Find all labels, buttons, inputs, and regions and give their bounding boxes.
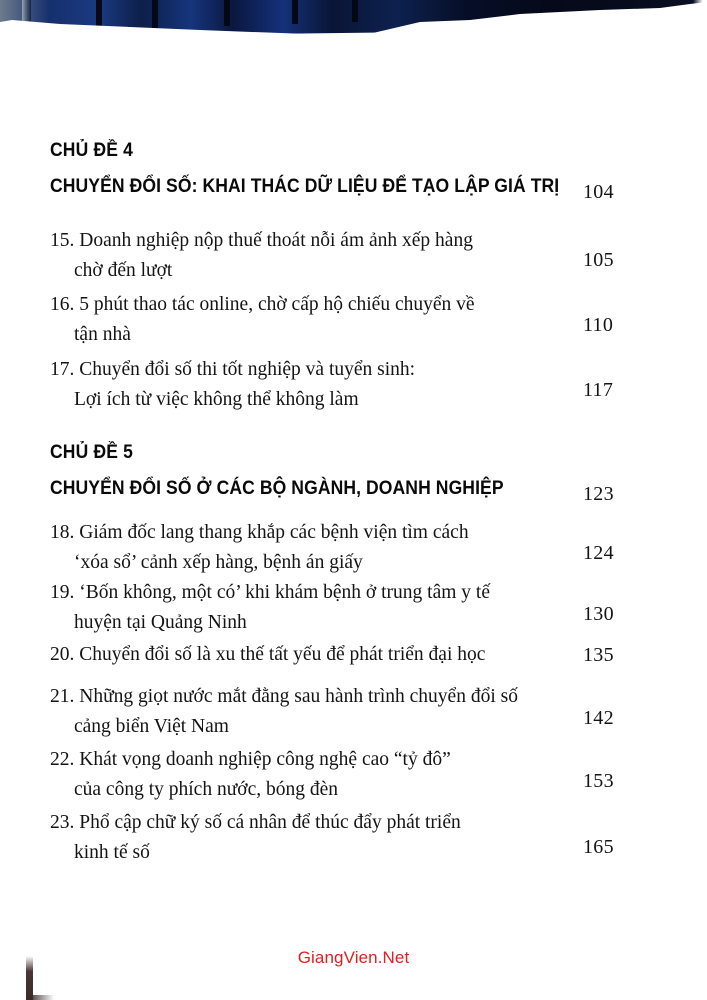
toc-page-number: 105 — [583, 249, 614, 271]
toc-entry[interactable] — [50, 640, 670, 670]
toc-entry-text — [50, 640, 555, 670]
toc-entry-line: ‘xóa sổ’ cảnh xếp hàng, bệnh án giấy — [74, 552, 363, 573]
toc-page-number: 135 — [583, 644, 614, 666]
toc-entry-line: 23. Phổ cập chữ ký số cá nhân để thúc đẩy phát triển — [50, 812, 461, 833]
toc-page-number: 117 — [583, 379, 614, 401]
toc-page-number: 110 — [583, 314, 614, 336]
toc-entry[interactable] — [50, 290, 670, 350]
toc-entry-text — [50, 578, 555, 638]
section-kicker: CHỦ ĐỀ 4 — [50, 140, 134, 161]
section-page-number: 104 — [583, 181, 614, 203]
toc-entry-text — [50, 226, 555, 286]
toc-entry-line: 22. Khát vọng doanh nghiệp công nghệ cao “tỷ đô” — [50, 749, 451, 770]
site-watermark: GiangVien.Net — [297, 948, 410, 967]
toc-entry-line: 21. Những giọt nước mắt đằng sau hành trình chuyển đổi số — [50, 686, 518, 707]
binding-shadow — [26, 956, 33, 1000]
toc-page-number: 124 — [583, 542, 614, 564]
toc-page-number: 153 — [583, 770, 614, 792]
section-kicker: CHỦ ĐỀ 5 — [50, 442, 134, 463]
toc-page-number: 142 — [583, 707, 614, 729]
binding-shadow-foot — [28, 995, 54, 1000]
toc-entry-line: 20. Chuyển đổi số là xu thế tất yếu để phát triển đại học — [50, 644, 486, 665]
toc-entry-line: của công ty phích nước, bóng đèn — [74, 779, 339, 800]
toc-entry-text — [50, 745, 555, 805]
toc-entry-text — [50, 682, 555, 742]
toc-entry-line: tận nhà — [74, 324, 131, 345]
toc-entry-line: kinh tế số — [74, 842, 150, 863]
section-page-number: 123 — [583, 483, 614, 505]
toc-entry[interactable] — [50, 578, 670, 638]
toc-entry-line: cảng biển Việt Nam — [74, 716, 229, 737]
toc-entry-line: 18. Giám đốc lang thang khắp các bệnh viện tìm cách — [50, 522, 469, 543]
toc-entry-line: 19. ‘Bốn không, một có’ khi khám bệnh ở trung tâm y tế — [50, 582, 490, 603]
section-heading-chu-de-5 — [50, 442, 670, 501]
toc-entry-text — [50, 808, 555, 868]
toc-entry-line: Lợi ích từ việc không thể không làm — [74, 389, 359, 410]
toc-page-number: 130 — [583, 603, 614, 625]
toc-entry-line: 16. 5 phút thao tác online, chờ cấp hộ chiếu chuyển về — [50, 294, 475, 315]
toc-entry[interactable] — [50, 682, 670, 742]
toc-entry-line: 17. Chuyển đổi số thi tốt nghiệp và tuyển sinh: — [50, 359, 416, 380]
toc-entry[interactable] — [50, 226, 670, 286]
section-heading-chu-de-4 — [50, 140, 670, 199]
toc-entry-line: chờ đến lượt — [74, 260, 173, 281]
toc-page-number: 165 — [583, 836, 614, 858]
toc-entry[interactable] — [50, 355, 670, 415]
toc-entry-text — [50, 518, 555, 578]
toc-entry-line: 15. Doanh nghiệp nộp thuế thoát nỗi ám ảnh xếp hàng — [50, 230, 473, 251]
toc-entry[interactable] — [50, 518, 670, 578]
toc-entry[interactable] — [50, 808, 670, 868]
section-title: CHUYỂN ĐỔI SỐ Ở CÁC BỘ NGÀNH, DOANH NGHIỆP — [50, 477, 504, 499]
section-title: CHUYỂN ĐỔI SỐ: KHAI THÁC DỮ LIỆU ĐỂ TẠO LẬP GIÁ TRỊ — [50, 175, 560, 197]
toc-entry-text — [50, 290, 555, 350]
toc-entry-text — [50, 355, 555, 415]
toc-entry-line: huyện tại Quảng Ninh — [74, 612, 247, 633]
toc-entry[interactable] — [50, 745, 670, 805]
